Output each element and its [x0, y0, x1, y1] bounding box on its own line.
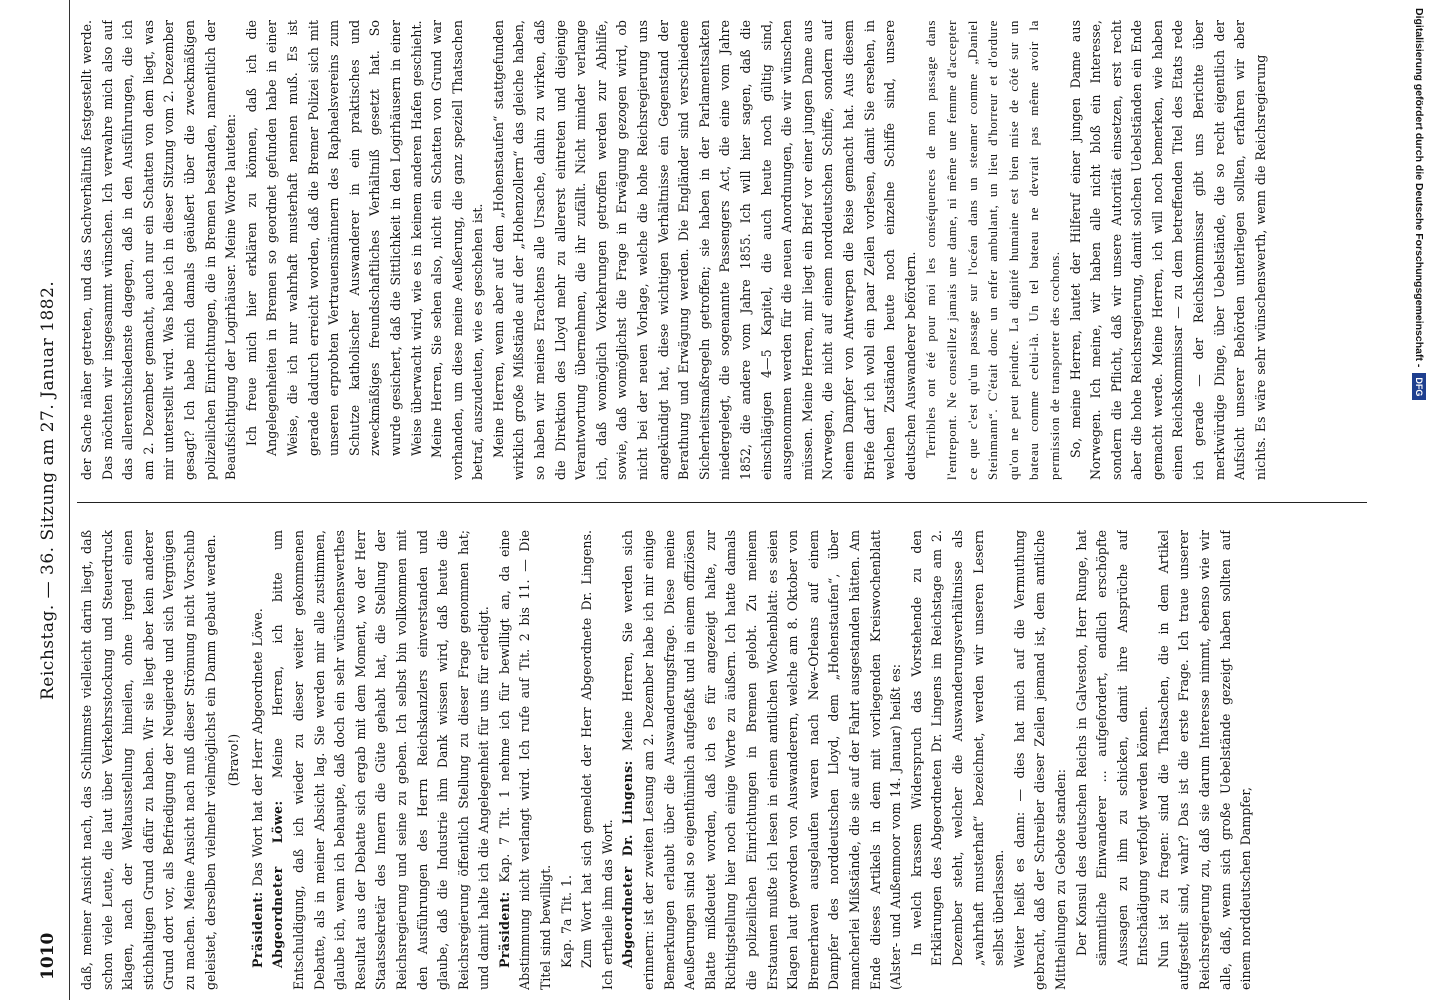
paragraph-text: Meine Herren, Sie sehen also, nicht ein Schatten von Grund war vorhanden, um diese meine Aeußerung, die ganz speziell Thatsachen betraf, auszudeuten, wie es geschehen ist.	[429, 20, 486, 480]
speaker-name: Präsident:	[496, 891, 512, 968]
paragraph	[1066, 20, 1272, 480]
rotated-page	[35, 0, 1385, 1000]
paragraph	[1072, 530, 1154, 990]
paragraph	[268, 530, 495, 990]
paragraph	[921, 20, 1065, 480]
paragraph	[1010, 530, 1072, 990]
paragraph-text: Nun ist zu fragen: sind die Thatsachen, die in dem Artikel aufgestellt sind, wahr? Das ist die erste Frage. Ich traue unserer Reichsregierung zu, daß sie darum Interesse nimmt, ebenso wie wir alle, daß, wenn sich große Uebelstände gezeigt haben sollten auf einem norddeutschen Dampfer,	[1155, 530, 1254, 990]
paragraph	[489, 20, 921, 480]
paragraph	[577, 530, 618, 990]
paragraph	[618, 530, 906, 990]
paragraph-text: Meine Herren, ich bitte um Entschuldigung, daß ich wieder zu dieser weiter gekommenen Debatte, als in meiner Absicht lag. Sie werden mir alle zustimmen, glaube ich, wenn ich behaupte, daß doch ein sehr wünschenswerthes Resultat aus der Debatte sich ergab mit dem Moment, wo der Herr Staatssekretär des Innern die Güte gehabt hat, die Stellung der Reichsregierung und seine zu geben. Ich selbst bin vollkommen mit den Ausführungen des Herrn Reichskanzlers einverstanden und glaube, daß die Industrie ihm Dank wissen wird, daß heute die Reichsregierung öffentlich Stellung zu dieser Frage genommen hat; und damit halte ich die Angelegenheit für uns für erledigt.	[270, 530, 492, 990]
paragraph	[557, 530, 578, 990]
paragraph-text: So, meine Herren, lautet der Hilferuf einer jungen Dame aus Norwegen. Ich meine, wir haben alle nicht bloß ein Interesse, sondern die Pflicht, daß wir unsere Autorität einsetzen, erst recht aber die hohe Reichsregierung, damit solchen Uebelständen ein Ende gemacht werde. Meine Herren, ich will noch bemerken, wie haben einen Reichskommissar — zu dem betreffenden Titel des Etats rede ich gerade — der Reichskommissar gibt uns Berichte über merkwürdige Dinge, über Uebelstände, die so recht eigentlich der Aufsicht unserer Behörden unterliegen sollten, erfahren wir aber nichts. Es wäre sehr wünschenswerth, wenn die Reichsregierung	[1067, 20, 1268, 480]
paragraph	[224, 530, 245, 990]
paragraph-text: Der Konsul des deutschen Reichs in Galveston, Herr Runge, hat sämmtliche Einwanderer ... aufgefordert, endlich erschöpfte Aussagen zu ihm zu schicken, damit ihre Ansprüche auf Entschädigung verfolgt werden können.	[1073, 530, 1151, 966]
paragraph-text: Terribles ont été pour moi les conséquences de mon passage dans l'entrepont. Ne conseillez jamais une dame, ni même une femme d'accepter ce que c'est qu'un passage sur l'océan dans un steamer comme „Daniel Steinmann“. C'était donc un enfer ambulant, un lieu d'horreur et d'ordure qu'on ne peut peindre. La dignité humaine est bien mise de côté sur un bateau comme celui-là. Un tel bateau ne devrait pas même avoir la permission de transporter des cochons.	[923, 20, 1062, 480]
speaker-name: Abgeordneter Löwe:	[270, 800, 286, 968]
speaker-name: Präsident:	[249, 891, 265, 968]
speaker-name: Abgeordneter Dr. Lingens:	[620, 760, 636, 968]
credit-text: Digitalisierung gefördert durch die Deutsche Forschungsgemeinschaft -	[1413, 8, 1425, 368]
paragraph-text: Meine Herren, Sie werden sich erinnern: ist der zweiten Lesung am 2. Dezember habe ich mir einige Bemerkungen erlaubt über die Auswanderungsfrage. Diese meine Aeußerungen sind so eigenthümlich aufgefaßt und in einem offiziösen Blatte mißdeutet worden, daß ich es für angezeigt halte, zur Richtigstellung hier noch einige Worte zu äußern. Ich hatte damals die polizeilichen Einrichtungen in Bremen gelobt. Zu meinem Erstaunen mußte ich lesen in einem amtlichen Wochenblatt: es seien Klagen laut geworden von Auswanderern, welche am 8. Oktober von Bremerhaven ausgelaufen waren nach New-Orleans auf einem Dampfer des norddeutschen Lloyd, dem „Hohenstaufen“, über mancherlei Mißstände, die sie auf der Fahrt ausgestanden hätten. Am Ende dieses Artikels in dem mit vorliegenden Kreiswochenblatt (Alster- und Außenmoor vom 14. Januar) heißt es:	[620, 530, 904, 990]
paragraph	[242, 20, 427, 480]
column-divider	[77, 502, 1367, 503]
paragraph	[495, 530, 557, 990]
paragraph	[907, 530, 1010, 990]
paragraph-text: der Sache näher getreten, und das Sachverhältniß festgestellt werde. Das möchten wir insgesammt wünschen. Ich verwahre mich also auf das allerentschiedenste dagegen, daß in den Ausführungen, die ich am 2. Dezember gemacht, auch nur ein Schatten von dem liegt, was mir unterstellt wird. Was habe ich in dieser Sitzung vom 2. Dezember gesagt? Ich habe mich damals geäußert über die zweckmäßigen polizeilichen Einrichtungen, die in Bremen bestanden, namentlich der Beaufsichtigung der Logirhäuser. Meine Worte lauteten:	[79, 20, 239, 480]
paragraph-text: Kap. 7 Tit. 1 nehme ich für bewilligt an, da eine Abstimmung nicht verlangt wird. Ich rufe auf Tit. 2 bis 11. — Die Titel sind bewilligt.	[496, 530, 554, 990]
paragraph-text: daß, meiner Ansicht nach, das Schlimmste vielleicht darin liegt, daß schon viele Leute, die laut über Verkehrsstockung und Steuerdruck klagen, nach der Weltausstellung hineilen, ohne irgend einen stichhaltigen Grund dafür zu haben. Wir sie liegt aber kein anderer Grund dort vor, als Befriedigung der Neugierde und sich Vergnügen zu machen. Meine Ansicht nach muß dieser Strömung nicht Vorschub geleistet, derselben vielmehr vielmöglichst ein Damm gebaut werden.	[79, 530, 218, 990]
paragraph-text: Das Wort hat der Herr Abgeordnete Löwe.	[249, 608, 265, 892]
paragraph	[77, 530, 221, 990]
paragraph-text: Ich freue mich hier erklären zu können, daß ich die Angelegenheiten in Bremen so geordnet gefunden habe in einer Weise, die ich nur wahrhaft musterhaft nennen muß. Es ist gerade dadurch erreicht worden, daß die Bremer Polizei sich mit unseren erprobten Vertrauensmännern des Raphaelsvereins zum Schutze katholischer Auswanderer in ein praktisches und zweckmäßiges freundschaftliches Verhältniß gesetzt hat. So wurde gesichert, daß die Sittlichkeit in den Logirhäusern in einer Weise überwacht wird, wie es in keinem anderen Hafen geschieht.	[243, 20, 424, 456]
page-number: 1010	[38, 932, 58, 980]
digitization-credit	[1408, 8, 1430, 992]
running-header	[35, 0, 61, 1000]
paragraph-text: Kap. 7a Tit. 1.	[558, 874, 574, 968]
running-head-title: Reichstag. — 36. Sitzung am 27. Januar 1882.	[38, 280, 58, 700]
dfg-logo: DFG	[1412, 373, 1426, 400]
header-rule	[69, 0, 70, 1000]
paragraph-text: Weiter heißt es dann: — dies hat mich auf die Vermuthung gebracht, daß der Schreiber dieser Zeilen jemand ist, dem amtliche Mittheilungen zu Gebote standen:	[1011, 530, 1068, 990]
paragraph	[77, 20, 242, 480]
paragraph	[1154, 530, 1257, 990]
paragraph-text: (Bravo!)	[226, 733, 242, 787]
left-text-column	[77, 530, 1367, 990]
paragraph	[248, 530, 269, 990]
paragraph	[427, 20, 489, 480]
paragraph-text: In welch krassem Widerspruch das Vorstehende zu den Erklärungen des Abgeordneten Dr. Lingens im Reichstage am 2. Dezember steht, welcher die Auswanderungsverhältnisse als „wahrhaft musterhaft“ bezeichnet, werden wir unseren Lesern selbst überlassen.	[908, 530, 1007, 966]
paragraph-text: Zum Wort hat sich gemeldet der Herr Abgeordnete Dr. Lingens. Ich ertheile ihm das Wort.	[579, 530, 615, 990]
right-text-column	[77, 20, 1367, 480]
paragraph-text: Meine Herren, wenn aber auf dem „Hohenstaufen“ stattgefunden wirklich große Mißstände auf der „Hohenzollern“ das gleiche haben, so haben wir meines Erachtens alle Ursache, dahin zu wirken, daß die Direktion des Lloyd mehr zu allererst eintreten und diejenige Verantwortung übernehmen, die ihr zufällt. Nicht minder verlange ich, daß womöglich Vorkehrungen getroffen werden zur Abhilfe, sowie, daß womöglichst die Frage in Erwägung gezogen wird, ob nicht bei der neuen Vorlage, welche die hohe Reichsregierung uns angekündigt hat, diese wichtigen Verhältnisse ein Gegenstand der Berathung und Erwägung werden. Die Engländer sind verschiedene Sicherheitsmaßregeln getroffen; sie haben in der Parlamentsakten niedergelegt, die sogenannte Passengers Act, die eine vom Jahre 1852, die andere vom Jahre 1855. Ich will hier sagen, daß die einschlägigen 4—5 Kapitel, die auch heute noch gültig sind, ausgenommen werden für die neuen Anordnungen, die wir wünschen müssen. Meine Herren, mir liegt ein Brief vor einer jungen Dame aus Norwegen, die nicht auf einem norddeutschen Schiffe, sondern auf einem Dampfer von Antwerpen die Reise gemacht hat. Aus diesem Briefe darf ich wohl ein paar Zeilen vorlesen, damit Sie ersehen, in welchen Zuständen heute noch einzelne Schiffe sind, unsere deutschen Auswanderer befördern.	[490, 20, 918, 480]
